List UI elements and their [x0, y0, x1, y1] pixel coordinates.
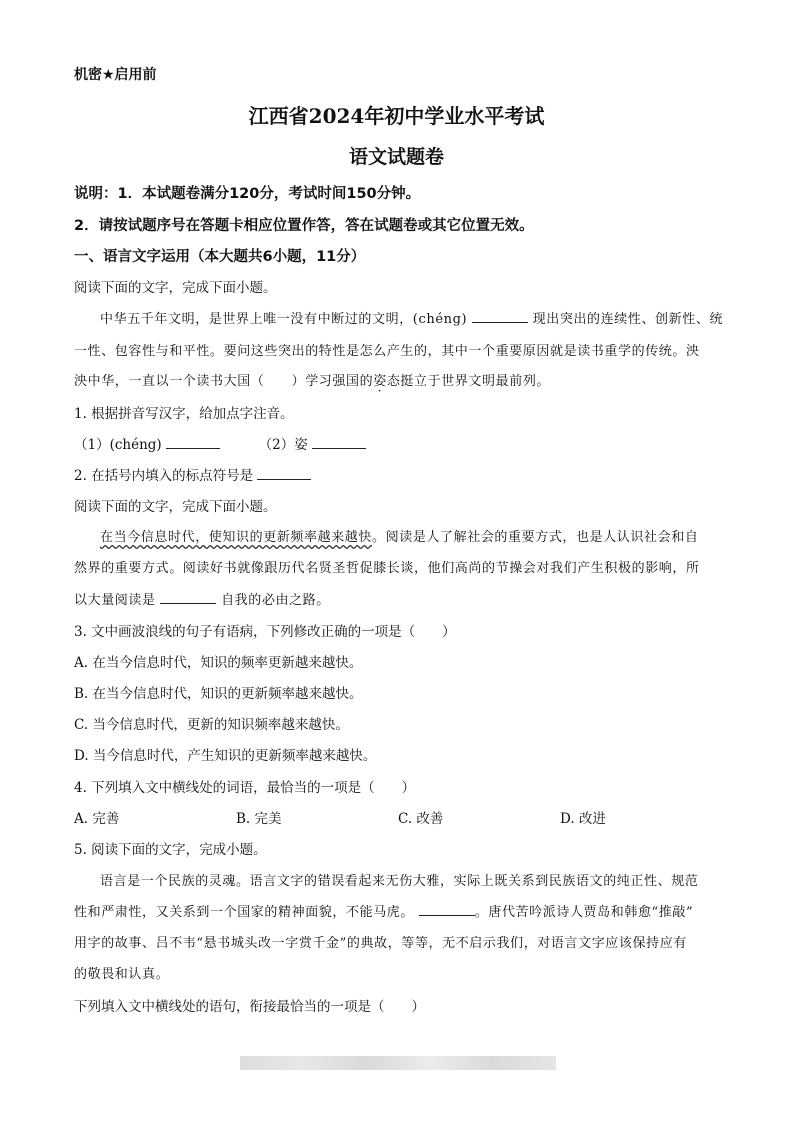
blurred-footer-watermark [240, 1056, 556, 1070]
answer-blank [472, 310, 528, 323]
dotted-char: 姿 [373, 374, 387, 389]
instruction-line-1: 说明：1．本试题卷满分120分，考试时间150分钟。 [74, 186, 421, 202]
answer-blank [166, 436, 220, 449]
passage3-text-a: 性和严肃性，又关系到一个国家的精神面貌，不能马虎。 [74, 905, 415, 920]
answer-blank [257, 467, 311, 480]
section-heading: 一、语言文字运用（本大题共6小题，11分） [74, 249, 366, 265]
q3-option-b: B. 在当今信息时代，知识的更新频率越来越快。 [74, 686, 363, 702]
passage3-line-2 [74, 901, 733, 920]
q4-options [74, 807, 733, 827]
passage1-text-d: 态挺立于世界文明最前列。 [386, 374, 551, 389]
passage2-line-3 [74, 589, 733, 608]
q4-option-c: C. 改善 [398, 811, 444, 827]
passage2-text-c: 以大量阅读是 [74, 593, 156, 608]
reading-intro-1: 阅读下面的文字，完成下面小题。 [74, 280, 277, 296]
passage2-text-b: 。阅读是人了解社会的重要方式，也是人认识社会和自 [372, 530, 699, 545]
passage3-text-b: 。唐代苦吟派诗人贾岛和韩愈“推敲” [474, 905, 694, 920]
q3-option-a: A. 在当今信息时代，知识的频率更新越来越快。 [74, 655, 363, 671]
q4-option-d: D. 改进 [560, 811, 606, 827]
answer-blank [312, 436, 366, 449]
confidential-label: 机密★启用前 [74, 67, 157, 83]
passage3-line-3: 用字的故事、吕不韦“悬书城头改一字赏千金”的典故，等等，无不启示我们，对语言文字应该保持应有 [74, 936, 687, 951]
passage2-line-1 [74, 526, 733, 545]
passage3-line-1: 语言是一个民族的灵魂。语言文字的错误看起来无伤大雅，实际上既关系到民族语文的纯正性、规范 [100, 874, 699, 889]
q2-stem: 2. 在括号内填入的标点符号是 [74, 468, 254, 484]
wavy-underlined-sentence: 在当今信息时代，使知识的更新频率越来越快 [100, 530, 373, 545]
passage1-line-2: 一性、包容性与和平性。要问这些突出的特性是怎么产生的，其中一个重要原因就是读书重学的传统。泱 [74, 344, 700, 359]
q1-sub1: （1）(chéng) [74, 437, 162, 453]
q1-sub2: （2）姿 [258, 437, 308, 453]
passage2-line-2: 然界的重要方式。阅读好书就像跟历代名贤圣哲促膝长谈，他们高尚的节操会对我们产生积极的影响，所 [74, 561, 700, 576]
passage1-line-1 [74, 308, 733, 327]
passage3-line-4: 的敬畏和认真。 [74, 967, 170, 982]
passage1-text-b: 现出突出的连续性、创新性、统 [532, 312, 724, 327]
q3-option-c: C. 当今信息时代，更新的知识频率越来越快。 [74, 717, 349, 733]
question-3: 3. 文中画波浪线的句子有语病，下列修改正确的一项是（ ） [74, 624, 456, 640]
question-4: 4. 下列填入文中横线处的词语，最恰当的一项是（ ） [74, 780, 416, 796]
passage1-line-3 [74, 370, 733, 389]
question-1: 1. 根据拼音写汉字，给加点字注音。 [74, 406, 294, 422]
answer-blank [160, 591, 216, 604]
question-1-subitems [74, 433, 733, 453]
question-2 [74, 464, 733, 484]
passage2-text-d: 自我的必由之路。 [221, 593, 330, 608]
instruction-line-2: 2．请按试题序号在答题卡相应位置作答，答在试题卷或其它位置无效。 [74, 218, 534, 234]
exam-subtitle: 语文试题卷 [348, 146, 444, 168]
question-5-stem: 下列填入文中横线处的语句，衔接最恰当的一项是（ ） [74, 999, 425, 1015]
q4-option-a: A. 完善 [74, 811, 120, 827]
passage1-text-c: 泱中华，一直以一个读书大国（ ）学习强国的 [74, 374, 374, 389]
question-5: 5. 阅读下面的文字，完成小题。 [74, 842, 267, 858]
passage1-text-a: 中华五千年文明，是世界上唯一没有中断过的文明，(chéng) [100, 312, 468, 327]
q4-option-b: B. 完美 [236, 811, 282, 827]
answer-blank [419, 903, 475, 916]
q3-option-d: D. 当今信息时代，产生知识的更新频率越来越快。 [74, 748, 377, 764]
exam-title: 江西省2024年初中学业水平考试 [248, 104, 545, 128]
reading-intro-2: 阅读下面的文字，完成下面小题。 [74, 499, 277, 515]
